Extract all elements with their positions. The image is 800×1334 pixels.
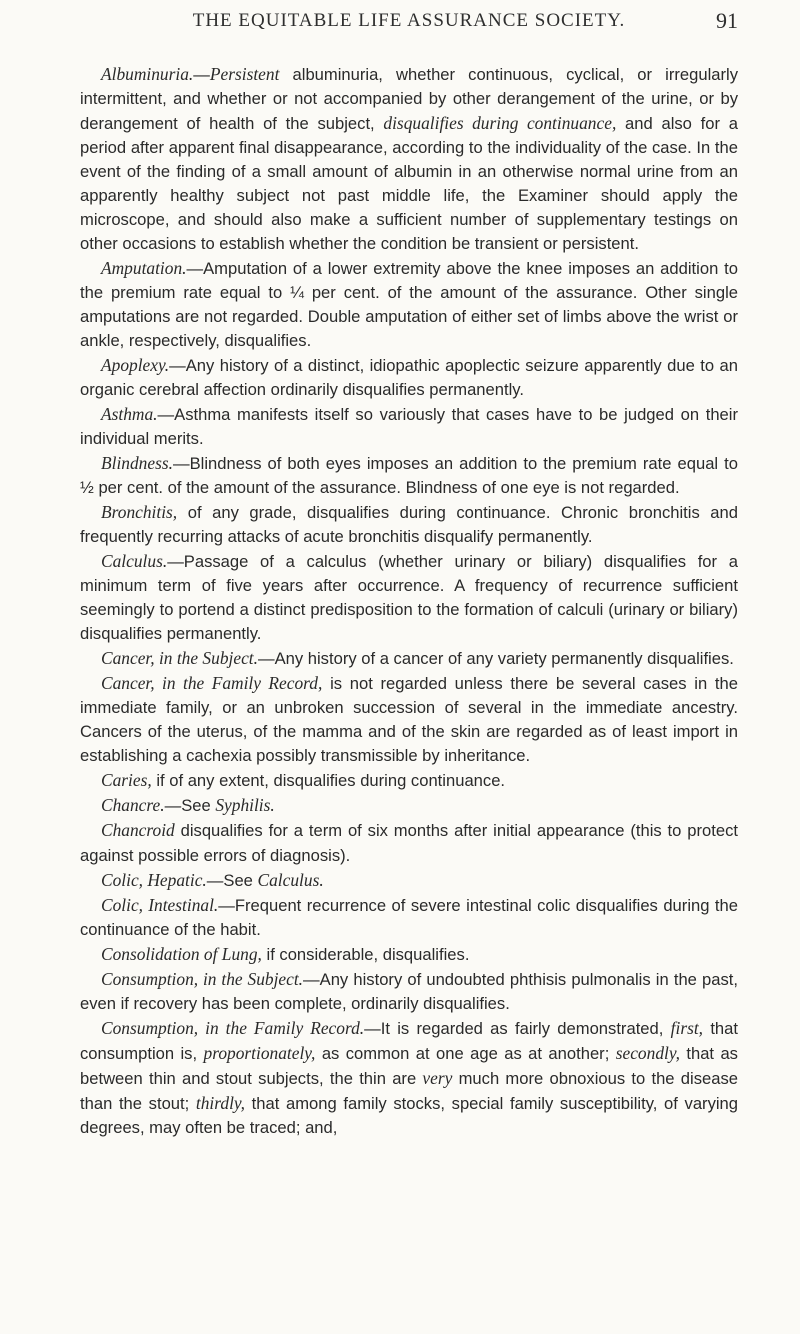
italic-run: disqualifies during continuance, bbox=[383, 113, 617, 134]
italic-run: Consumption, in the Family Record. bbox=[101, 1017, 365, 1038]
text-entry bbox=[80, 818, 738, 867]
text-run: —Asthma manifests itself so variously that cases have to be judged on their individual merits. bbox=[80, 405, 738, 449]
text-entry bbox=[80, 1016, 738, 1140]
page-number: 91 bbox=[716, 8, 738, 33]
text-run: that among family stocks, special family susceptibility, of varying degrees, may often be traced; and, bbox=[80, 1093, 739, 1137]
italic-run: first, bbox=[670, 1017, 704, 1038]
text-run: —Passage of a calculus (whether urinary or biliary) disqualifies for a minimum term of five years after occurrence. A frequency of recurrence sufficient seemingly to portend a distinct predisposition to the formation of calculi (urinary or biliary) disqualifies permanently. bbox=[80, 552, 738, 644]
text-entry bbox=[80, 62, 738, 256]
italic-run: Albuminuria. bbox=[101, 64, 194, 84]
text-run: —Any history of a distinct, idiopathic apoplectic seizure apparently due to an organic cerebral affection ordinarily disqualifies permanently. bbox=[80, 356, 738, 400]
text-run: —Blindness of both eyes imposes an addition to the premium rate equal to ½ per cent. of the amount of the assurance. Blindness of one eye is not regarded. bbox=[80, 454, 738, 498]
italic-run: Blindness. bbox=[101, 453, 173, 474]
italic-run: Chancre. bbox=[101, 795, 165, 816]
text-entry bbox=[80, 942, 738, 967]
text-entry bbox=[80, 967, 738, 1016]
text-run: as common at one age as at another; bbox=[315, 1043, 616, 1063]
text-run: that as between thin and stout subjects, the thin are bbox=[80, 1043, 738, 1088]
text-entry bbox=[80, 402, 738, 451]
text-entry bbox=[80, 500, 738, 549]
text-run: —Amputation of a lower extremity above the knee imposes an addition to the premium rate equal to ¼ per cent. of the amount of the assurance. Other single amputations are not regarded. Double amputation of either set of limbs above the wrist or ankle, respectively, disqualifies. bbox=[80, 259, 738, 351]
text-run: —Any history of undoubted phthisis pulmonalis in the past, even if recovery has been complete, ordinarily disqualifies. bbox=[80, 969, 739, 1013]
text-run: —Frequent recurrence of severe intestinal colic disqualifies during the continuance of the habit. bbox=[80, 895, 738, 939]
text-entry bbox=[80, 353, 738, 402]
text-entry bbox=[80, 671, 738, 768]
italic-run: Calculus. bbox=[257, 869, 324, 890]
text-entry bbox=[80, 893, 738, 942]
italic-run: Colic, Intestinal. bbox=[101, 894, 219, 915]
italic-run: Cancer, in the Family Record, bbox=[101, 673, 323, 694]
italic-run: Consolidation of Lung, bbox=[101, 943, 262, 964]
italic-run: very bbox=[422, 1067, 453, 1088]
running-title: THE EQUITABLE LIFE ASSURANCE SOCIETY. bbox=[192, 10, 626, 31]
italic-run: Persistent bbox=[209, 64, 280, 84]
italic-run: Chancroid bbox=[101, 820, 175, 841]
text-entry bbox=[80, 256, 738, 353]
text-run: albuminuria, whether continuous, cyclical, or irregularly intermittent, and whether or not accompanied by other derangement of the urine, or by derangement of health of the subject, bbox=[80, 65, 738, 134]
italic-run: proportionately, bbox=[203, 1042, 316, 1063]
italic-run: Calculus. bbox=[101, 551, 168, 572]
text-run: — bbox=[193, 65, 210, 84]
italic-run: Bronchitis, bbox=[101, 502, 178, 523]
italic-run: thirdly, bbox=[195, 1092, 246, 1113]
text-run: of any grade, disqualifies during continuance. Chronic bronchitis and frequently recurring attacks of acute bronchitis disqualify permanently. bbox=[80, 503, 738, 547]
body-text bbox=[80, 62, 738, 1140]
text-run: and also for a period after apparent final disappearance, according to the individuality of the case. In the event of the finding of a small amount of albumin in an otherwise normal urine from an apparently healthy subject not past middle life, the Examiner should apply the microscope, and should also make a sufficient number of supplementary testings on other occasions to establish whether the condition be transient or persistent. bbox=[80, 114, 738, 254]
text-entry bbox=[80, 646, 738, 671]
text-run: if considerable, disqualifies. bbox=[261, 944, 470, 964]
italic-run: Colic, Hepatic. bbox=[101, 869, 207, 890]
text-entry bbox=[80, 451, 738, 500]
text-run: much more obnoxious to the disease than the stout; bbox=[80, 1068, 738, 1113]
italic-run: Caries, bbox=[101, 770, 152, 791]
running-head bbox=[80, 10, 738, 40]
text-run: if of any extent, disqualifies during continuance. bbox=[151, 771, 506, 791]
italic-run: Cancer, in the Subject. bbox=[101, 648, 258, 669]
text-run: is not regarded unless there be several cases in the immediate family, or an unbroken succession of several in the immediate ancestry. Cancers of the uterus, of the mamma and of the skin are regarded as of least import in establishing a cachexia possibly transmissible by inheritance. bbox=[80, 674, 738, 766]
text-run: —See bbox=[206, 870, 258, 890]
text-run: disqualifies for a term of six months after initial appearance (this to protect against possible errors of diagnosis). bbox=[80, 821, 738, 865]
italic-run: Asthma. bbox=[101, 404, 158, 425]
text-entry bbox=[80, 793, 738, 818]
text-entry bbox=[80, 868, 738, 893]
italic-run: secondly, bbox=[615, 1042, 680, 1063]
text-entry bbox=[80, 768, 738, 793]
text-run: that consumption is, bbox=[80, 1018, 739, 1063]
text-run: —Any history of a cancer of any variety permanently disqualifies. bbox=[257, 649, 734, 669]
text-entry bbox=[80, 549, 738, 646]
text-run: —It is regarded as fairly demonstrated, bbox=[364, 1018, 671, 1038]
italic-run: Amputation. bbox=[101, 258, 187, 279]
italic-run: Apoplexy. bbox=[101, 355, 170, 376]
text-run: —See bbox=[164, 796, 216, 816]
italic-run: Consumption, in the Subject. bbox=[101, 968, 304, 989]
italic-run: Syphilis. bbox=[215, 795, 275, 816]
